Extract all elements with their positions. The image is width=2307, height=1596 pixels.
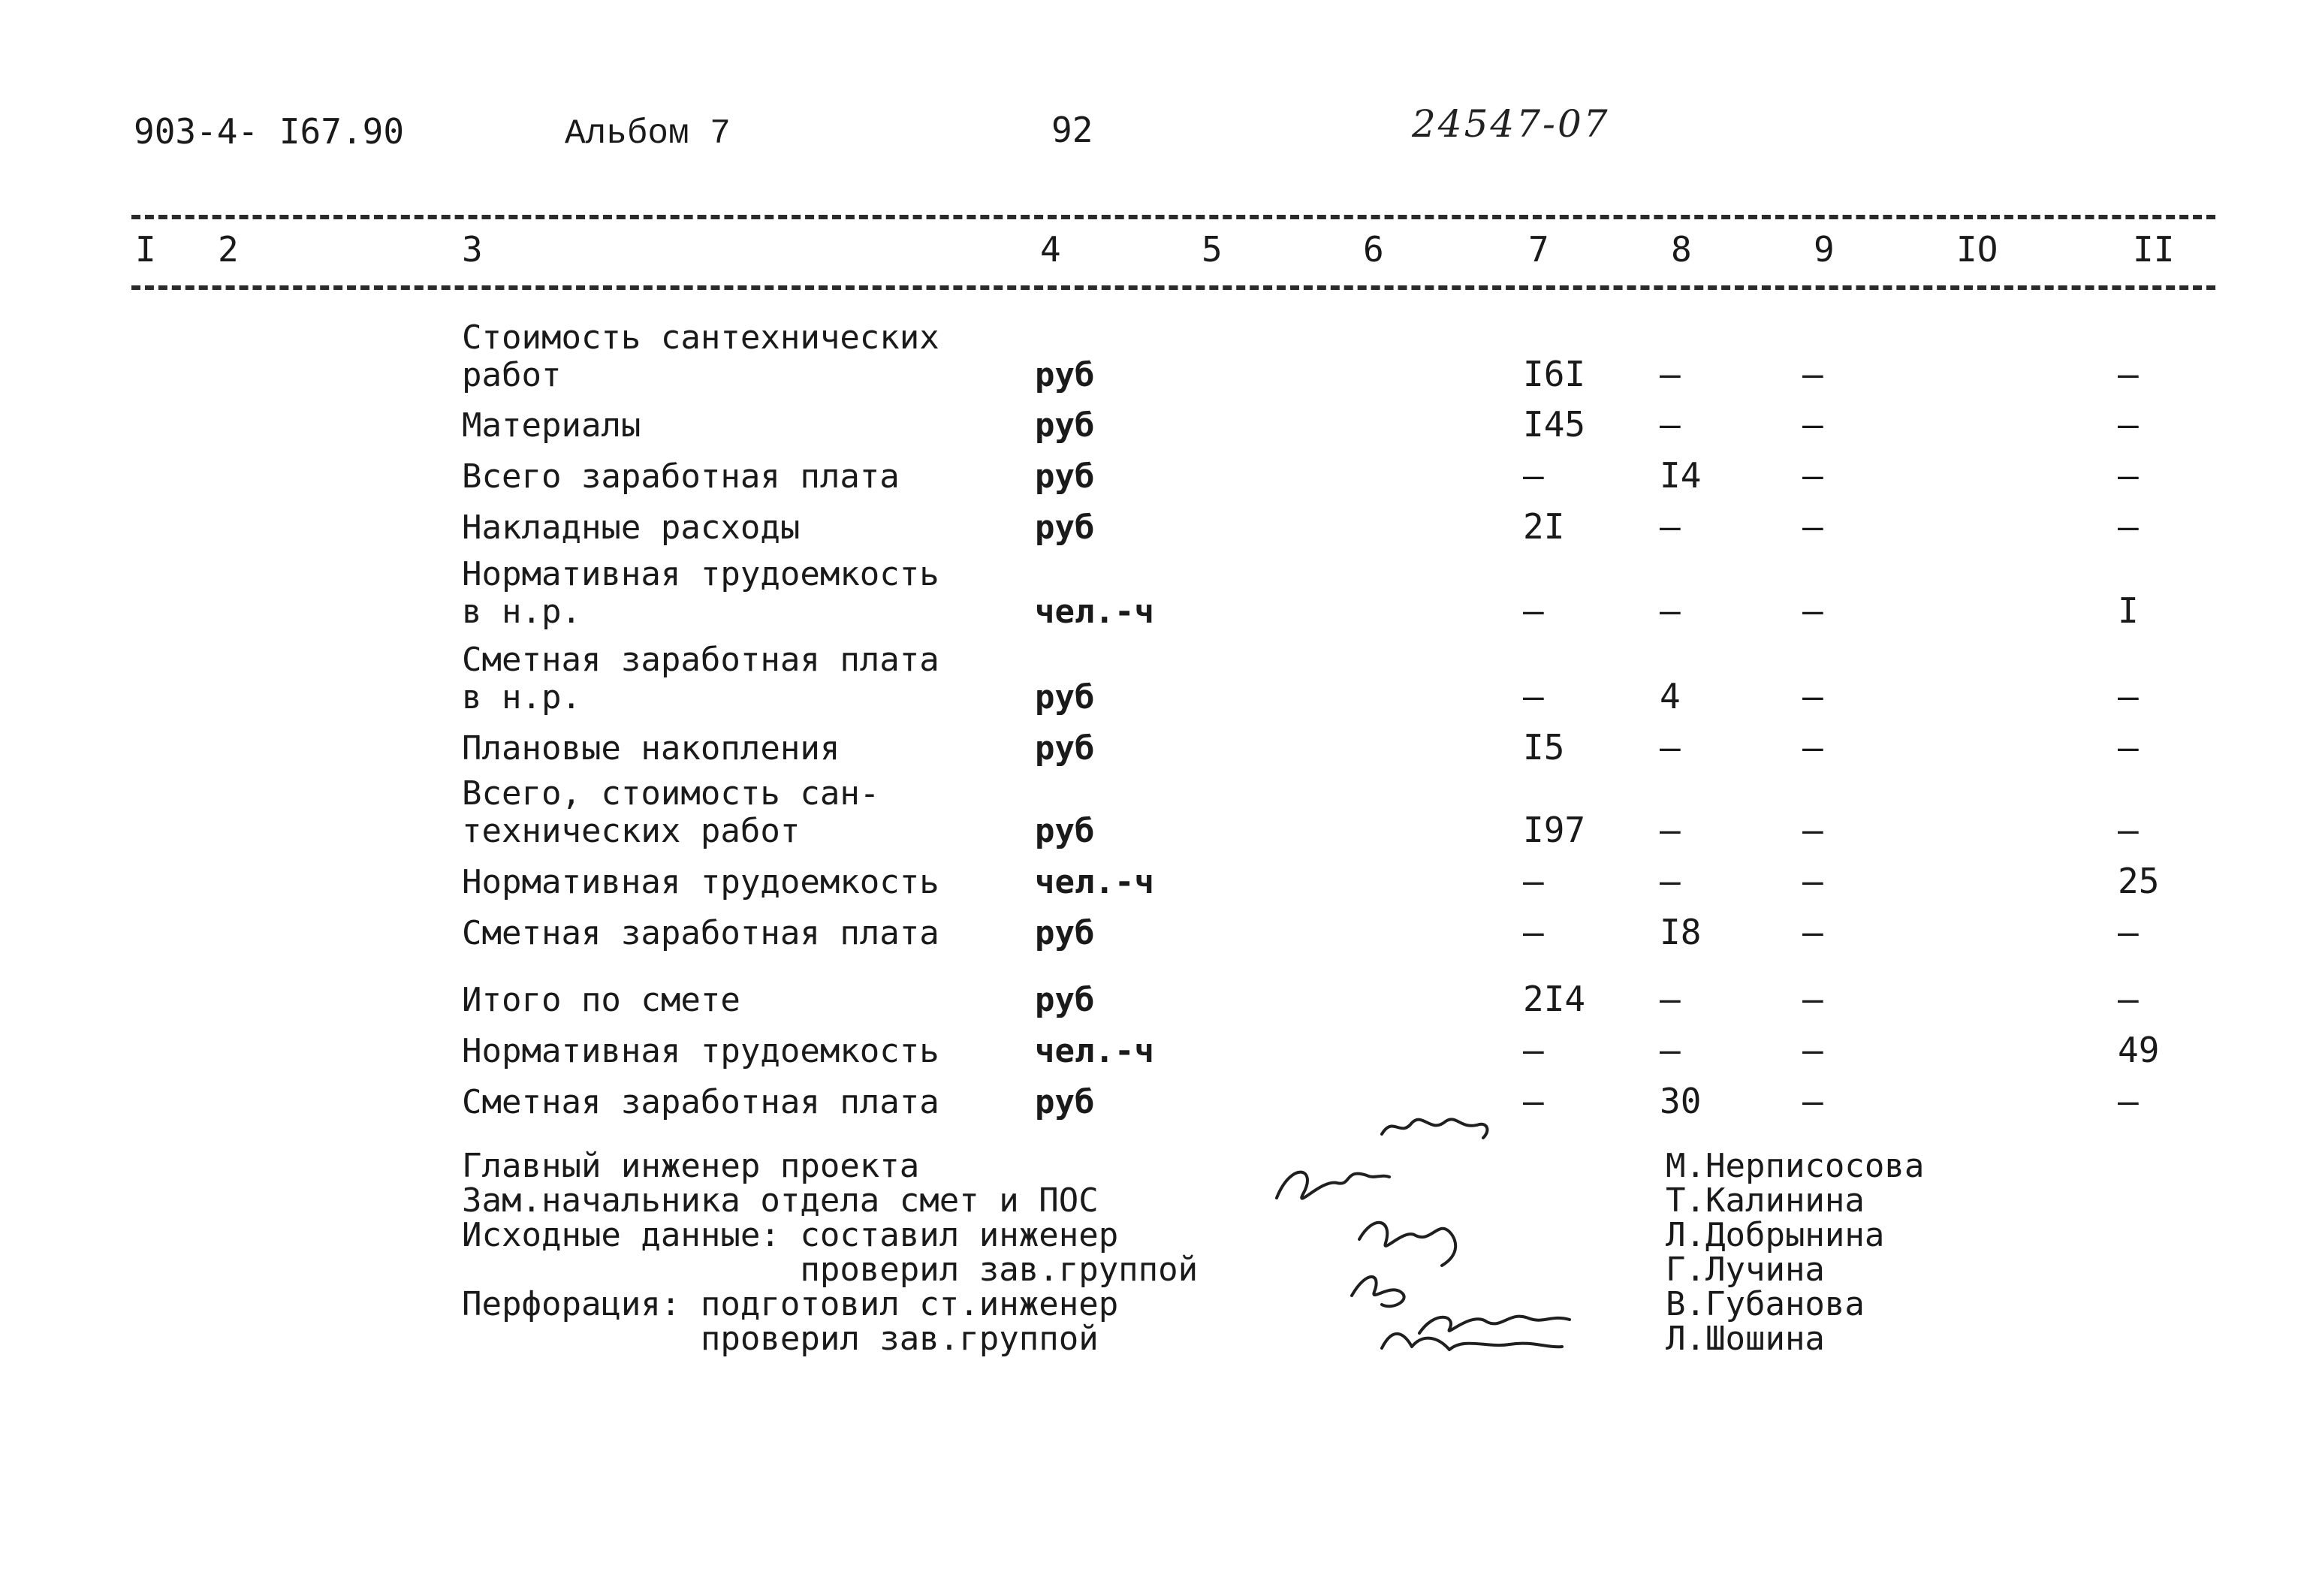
cell-col11: 25 — [2118, 861, 2160, 901]
cell-col7: – — [1523, 1081, 1544, 1121]
row-unit: руб — [1035, 981, 1095, 1019]
column-number: 5 — [1202, 229, 1223, 270]
signoff-roles: Главный инженер проекта Зам.начальника отдела смет и ПОС Исходные данные: составил инженер проверил зав.группой Перфорация: подготовил ст.инженер проверил зав.группой — [462, 1147, 1199, 1358]
signature-stroke — [1352, 1277, 1404, 1306]
cell-col11: – — [2118, 979, 2139, 1019]
cell-col8: – — [1660, 506, 1681, 547]
cell-col9: – — [1802, 404, 1823, 445]
signoff-name: Т.Калинина — [1666, 1181, 1865, 1220]
signature-stroke — [1419, 1317, 1570, 1333]
row-unit: руб — [1035, 812, 1095, 850]
cell-col9: – — [1802, 979, 1823, 1019]
row-unit: чел.-ч — [1035, 863, 1154, 901]
cell-col7: I6I — [1523, 354, 1586, 394]
handwritten-signatures — [1262, 1108, 1615, 1363]
cell-col8: I4 — [1660, 455, 1702, 496]
row-label: Итого по смете — [462, 981, 740, 1019]
row-unit: руб — [1035, 914, 1095, 952]
cell-col7: – — [1523, 455, 1544, 496]
column-number: 2 — [218, 229, 239, 270]
table-row — [0, 555, 2307, 637]
cell-col8: – — [1660, 590, 1681, 631]
cell-col7: I97 — [1523, 810, 1586, 850]
row-unit: руб — [1035, 406, 1095, 445]
cell-col11: – — [2118, 1081, 2139, 1121]
cell-col9: – — [1802, 912, 1823, 952]
cell-col7: – — [1523, 861, 1544, 901]
row-label: Нормативная трудоемкость в н.р. — [462, 555, 939, 631]
cell-col7: – — [1523, 676, 1544, 717]
row-unit: руб — [1035, 356, 1095, 394]
table-row — [0, 698, 2307, 774]
column-number: 4 — [1040, 229, 1061, 270]
cell-col7: 2I — [1523, 506, 1565, 547]
signature-stroke — [1277, 1172, 1389, 1199]
row-label: Сметная заработная плата — [462, 914, 939, 952]
cell-col9: – — [1802, 354, 1823, 394]
row-label: Всего, стоимость сан- технических работ — [462, 774, 880, 850]
cell-col9: – — [1802, 1081, 1823, 1121]
signoff-names — [1666, 1149, 1924, 1356]
row-label: Сметная заработная плата — [462, 1083, 939, 1121]
header-rule-top — [131, 215, 2215, 219]
cell-col8: – — [1660, 354, 1681, 394]
album-label: Альбом 7 — [565, 114, 731, 153]
cell-col7: – — [1523, 1030, 1544, 1070]
signoff-name: Л.Шошина — [1666, 1320, 1825, 1358]
cell-col11: – — [2118, 404, 2139, 445]
cell-col9: – — [1802, 455, 1823, 496]
table-row — [0, 1052, 2307, 1127]
signature-stroke — [1359, 1223, 1455, 1266]
row-unit: руб — [1035, 508, 1095, 547]
row-unit: руб — [1035, 678, 1095, 717]
cell-col8: 30 — [1660, 1081, 1702, 1121]
row-label: Накладные расходы — [462, 508, 801, 547]
signoff-name: В.Губанова — [1666, 1285, 1865, 1323]
cell-col11: – — [2118, 354, 2139, 394]
cell-col7: I45 — [1523, 404, 1586, 445]
cell-col8: – — [1660, 979, 1681, 1019]
cell-col8: – — [1660, 727, 1681, 768]
signature-stroke — [1382, 1334, 1562, 1350]
row-label: Всего заработная плата — [462, 457, 900, 496]
header-rule-bottom — [131, 285, 2215, 290]
row-unit: руб — [1035, 729, 1095, 768]
cell-col11: I — [2118, 590, 2139, 631]
table-row — [0, 883, 2307, 958]
signoff-name: Л.Добрынина — [1666, 1216, 1885, 1254]
cell-col8: 4 — [1660, 676, 1681, 717]
signoff-name: Г.Лучина — [1666, 1251, 1825, 1289]
cell-col11: – — [2118, 810, 2139, 850]
cell-col9: – — [1802, 727, 1823, 768]
cell-col8: – — [1660, 861, 1681, 901]
row-unit: чел.-ч — [1035, 1032, 1154, 1070]
table-row — [0, 478, 2307, 553]
row-label: Материалы — [462, 406, 641, 445]
row-label: Стоимость сантехнических работ — [462, 318, 939, 394]
cell-col9: – — [1802, 861, 1823, 901]
row-label: Сметная заработная плата в н.р. — [462, 641, 939, 717]
cell-col11: – — [2118, 506, 2139, 547]
signature-stroke — [1382, 1119, 1487, 1138]
column-number: IO — [1956, 229, 1998, 270]
cell-col9: – — [1802, 1030, 1823, 1070]
cell-col11: – — [2118, 912, 2139, 952]
cell-col9: – — [1802, 676, 1823, 717]
cell-col7: – — [1523, 912, 1544, 952]
column-number: II — [2133, 229, 2175, 270]
row-label: Плановые накопления — [462, 729, 840, 768]
column-number: 9 — [1814, 229, 1835, 270]
column-number: 8 — [1671, 229, 1692, 270]
cell-col8: – — [1660, 404, 1681, 445]
cell-col7: I5 — [1523, 727, 1565, 768]
cell-col7: – — [1523, 590, 1544, 631]
column-number: 6 — [1363, 229, 1384, 270]
cell-col11: – — [2118, 676, 2139, 717]
cell-col8: I8 — [1660, 912, 1702, 952]
document-code: 903-4- I67.90 — [134, 111, 405, 152]
row-unit: чел.-ч — [1035, 593, 1154, 631]
column-number: I — [135, 229, 156, 270]
cell-col7: 2I4 — [1523, 979, 1586, 1019]
row-label: Нормативная трудоемкость — [462, 1032, 939, 1070]
column-number: 3 — [462, 229, 483, 270]
cell-col8: – — [1660, 810, 1681, 850]
cell-col8: – — [1660, 1030, 1681, 1070]
stamp-number: 24547-07 — [1412, 102, 1610, 146]
column-number: 7 — [1528, 229, 1549, 270]
cell-col11: – — [2118, 727, 2139, 768]
page-number: 92 — [1051, 110, 1093, 150]
row-unit: руб — [1035, 1083, 1095, 1121]
row-unit: руб — [1035, 457, 1095, 496]
row-label: Нормативная трудоемкость — [462, 863, 939, 901]
cell-col11: – — [2118, 455, 2139, 496]
cell-col9: – — [1802, 810, 1823, 850]
cell-col11: 49 — [2118, 1030, 2160, 1070]
cell-col9: – — [1802, 506, 1823, 547]
signoff-name: М.Нерписосова — [1666, 1147, 1925, 1185]
cell-col9: – — [1802, 590, 1823, 631]
